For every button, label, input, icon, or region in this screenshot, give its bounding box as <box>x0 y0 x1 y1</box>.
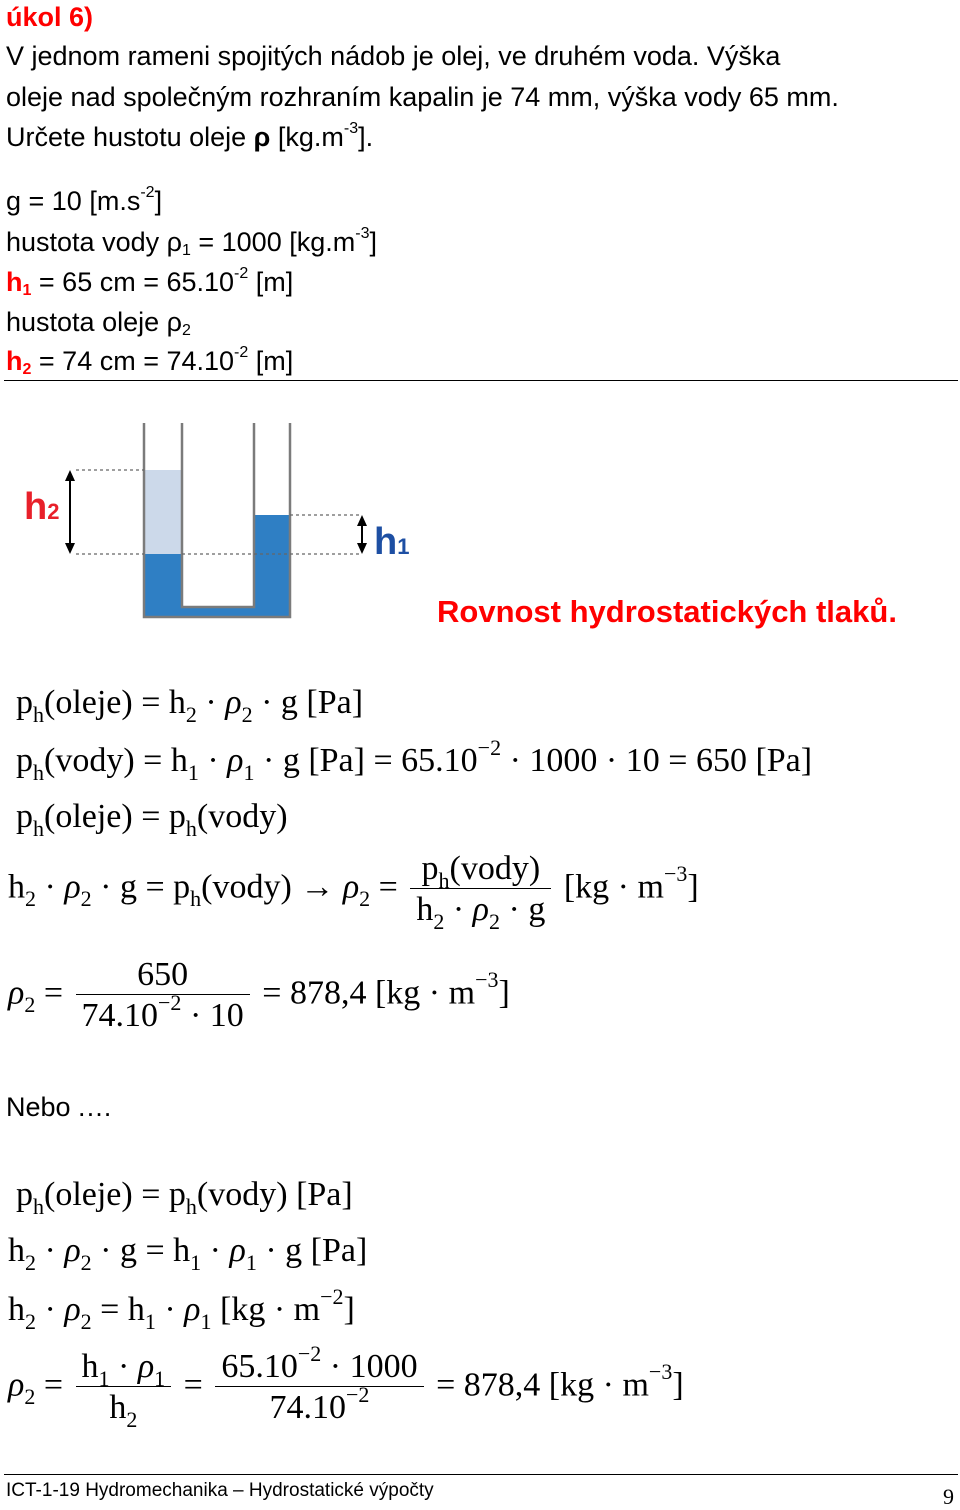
given-rho1: hustota vody $\rho_1 = 1000$ $[kg.m^{-3}]$ <box>6 225 377 259</box>
equation-8: $h_2 \cdot \rho_2 = h_1 \cdot \rho_1$ $[kg \cdot m^{-2}]$ <box>8 1284 355 1334</box>
equation-2: $p_h(vody) = h_1 \cdot \rho_1 \cdot g$ $[Pa] = 65.10^{-2} \cdot 1000 \cdot 10 = 650$ [Pa] <box>16 735 813 785</box>
task-title: úkol 6) <box>6 2 94 32</box>
fraction-numeric: $\frac{65.10^{-2} \cdot 1000}{74.10^{-2}}$ <box>215 1350 423 1425</box>
equation-7: $h_2 \cdot \rho_2 \cdot g = h_1 \cdot \rho_1 \cdot g$ [Pa] <box>8 1232 368 1275</box>
footer-text: ICT-1-19 Hydromechanika – Hydrostatické výpočty <box>6 1480 434 1501</box>
equation-6: $p_h(oleje)$ = $p_h(vody)$ [Pa] <box>16 1176 353 1219</box>
equation-3: $p_h(oleje)$ = $p_h(vody)$ <box>16 798 288 841</box>
oil-column <box>144 470 182 554</box>
given-rho2: hustota oleje $\rho_2$ <box>6 307 191 339</box>
divider <box>4 380 958 381</box>
task-line-1: V jednom rameni spojitých nádob je olej, ve druhém voda. Výška <box>6 41 781 71</box>
given-g: g = 10 $[m.s^{-2}]$ <box>6 184 163 216</box>
equation-5: $\rho_2$ = $\frac{650}{74.10^{-2} \cdot 10}$ = 878,4 $[kg \cdot m^{-3}]$ <box>8 956 510 1034</box>
page-number: 9 <box>943 1484 954 1509</box>
h1-label: h1 <box>374 521 410 563</box>
task-line-3: Určete hustotu oleje ρ $[kg.m^{-3}]$. <box>6 120 374 152</box>
given-h2: $h_2 = 74$ cm = $74.10^{-2}$ [m] <box>6 344 294 378</box>
h2-label: h2 <box>24 486 60 528</box>
equation-4: $h_2 \cdot \rho_2 \cdot g$ = $p_h(vody) \to \rho_2$ = $\frac{p_h(vody)}{h_2 \cdot \rho_2 \cdot g}$ $[kg \cdot m^{-3}]$ <box>8 850 699 934</box>
given-h1: $h_1 = 65$ cm = $65.10^{-2}$ [m] <box>6 265 294 299</box>
fraction-result: $\frac{650}{74.10^{-2} \cdot 10}$ <box>76 958 250 1033</box>
fraction-density: $\frac{p_h(vody)}{h_2 \cdot \rho_2 \cdot g}$ <box>410 852 551 927</box>
fraction-symbolic: $\frac{h_1 \cdot \rho_1}{h_2}$ <box>76 1350 172 1425</box>
equation-1: $p_h(oleje) = h_2 \cdot \rho_2 \cdot g$ [Pa] <box>16 684 364 727</box>
task-line-2: oleje nad společným rozhraním kapalin je 74 mm, výška vody 65 mm. <box>6 82 839 112</box>
footer-divider <box>4 1474 958 1475</box>
or-label: Nebo .… <box>6 1092 113 1122</box>
equation-9: $\rho_2$ = $\frac{h_1 \cdot \rho_1}{h_2}$ = $\frac{65.10^{-2} \cdot 1000}{74.10^{-2}}$ = 878,4 $[kg \cdot m^{-3}]$ <box>8 1341 684 1432</box>
section-heading: Rovnost hydrostatických tlaků. <box>437 594 897 629</box>
